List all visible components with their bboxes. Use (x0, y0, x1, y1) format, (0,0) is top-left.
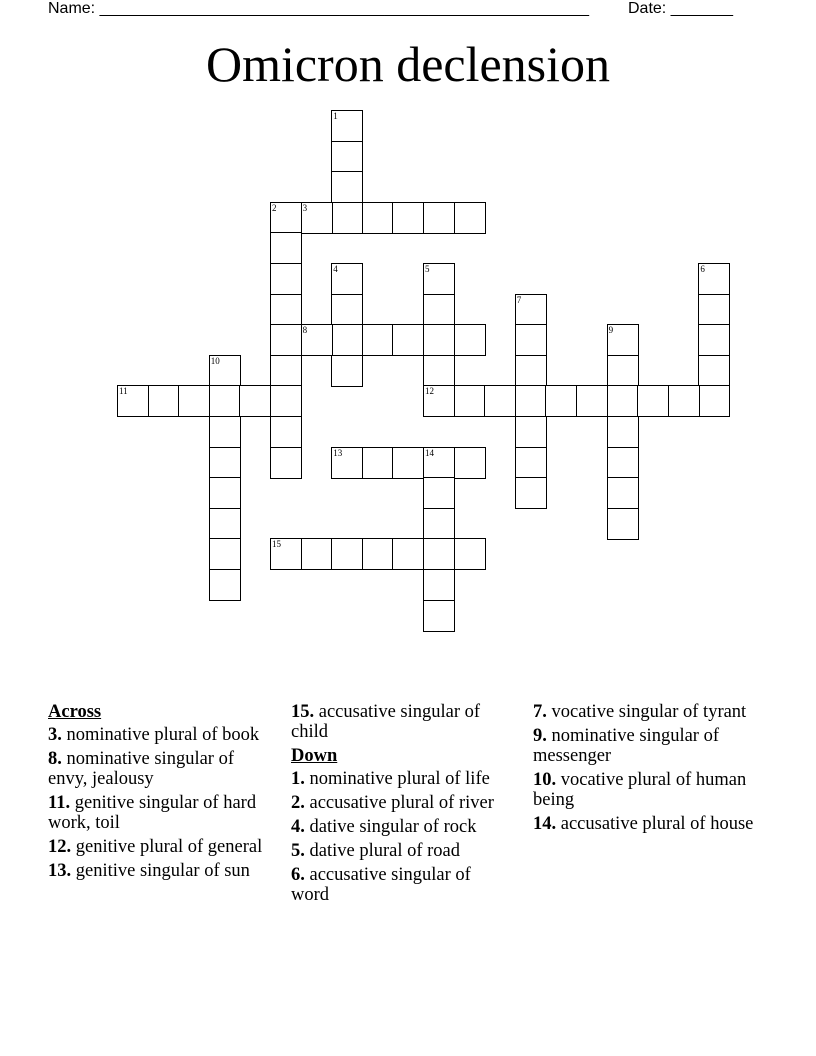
clue-number: 15. (291, 702, 315, 722)
grid-cell[interactable] (209, 416, 241, 448)
clue-number-label: 6 (700, 264, 705, 274)
clue-text: genitive singular of sun (75, 861, 250, 881)
clue-down-9 (533, 726, 755, 766)
clue-number-label: 7 (516, 294, 522, 305)
grid-cell[interactable] (117, 385, 149, 417)
clue-number: 5. (291, 841, 305, 861)
clue-number: 1. (291, 769, 305, 789)
grid-cell[interactable] (148, 385, 180, 417)
clue-text: nominative plural of life (309, 769, 490, 789)
clue-across-8 (48, 749, 270, 789)
clue-number-label: 15 (272, 539, 281, 550)
grid-cell[interactable] (209, 385, 241, 417)
grid-cell[interactable] (515, 477, 547, 509)
clue-number-label: 5 (425, 264, 430, 274)
clue-number-label: 2 (272, 202, 277, 213)
grid-cell[interactable] (209, 355, 241, 387)
grid-cell[interactable] (209, 477, 241, 509)
grid-cell[interactable] (392, 202, 424, 234)
grid-cell[interactable] (607, 447, 639, 479)
clue-text: vocative plural of human being (533, 770, 747, 810)
clue-number-label: 13 (333, 447, 343, 458)
clue-number: 4. (291, 817, 305, 837)
clue-down-7 (533, 702, 755, 722)
clue-text: nominative singular of messenger (533, 726, 719, 766)
grid-cell[interactable] (362, 202, 394, 234)
clue-across-13 (48, 861, 270, 881)
grid-cell[interactable] (423, 569, 455, 601)
grid-cell[interactable] (698, 294, 730, 326)
down-heading: Down (291, 746, 338, 766)
clue-number-label: 3 (302, 202, 308, 213)
grid-cell[interactable] (270, 202, 302, 234)
grid-cell[interactable] (423, 477, 455, 509)
clue-number: 8. (48, 749, 62, 769)
grid-cell[interactable] (392, 324, 424, 356)
grid-cell[interactable] (362, 538, 394, 570)
clue-down-5 (291, 841, 513, 861)
clue-down-6 (291, 865, 513, 905)
clue-number: 14. (533, 814, 557, 834)
clue-text: accusative plural of house (560, 814, 754, 834)
clue-text: accusative singular of word (291, 865, 471, 905)
page-title: Omicron declension (205, 36, 611, 92)
grid-cell[interactable] (331, 171, 363, 203)
grid-cell[interactable] (270, 232, 302, 264)
clue-text: nominative singular of envy, jealousy (48, 749, 234, 789)
clue-number-label: 1 (333, 111, 338, 121)
grid-cell[interactable] (698, 263, 730, 295)
grid-cell[interactable] (515, 385, 547, 417)
grid-cell[interactable] (423, 294, 455, 326)
clue-number: 10. (533, 770, 557, 790)
grid-cell[interactable] (607, 324, 639, 356)
clue-number: 2. (291, 793, 305, 813)
grid-cell[interactable] (515, 294, 547, 326)
clue-text: dative singular of rock (309, 817, 477, 837)
clue-number: 13. (48, 861, 72, 881)
grid-cell[interactable] (607, 508, 639, 540)
grid-cell[interactable] (301, 324, 333, 356)
grid-cell[interactable] (423, 263, 455, 295)
grid-cell[interactable] (607, 416, 639, 448)
grid-cell[interactable] (698, 355, 730, 387)
grid-cell[interactable] (423, 202, 455, 234)
grid-cell[interactable] (454, 202, 486, 234)
grid-cell[interactable] (331, 141, 363, 173)
clue-number: 9. (533, 726, 547, 746)
clue-down-4 (291, 817, 513, 837)
clue-text: accusative singular of child (291, 702, 481, 742)
grid-cell[interactable] (484, 385, 516, 417)
grid-cell[interactable] (270, 324, 302, 356)
clue-down-2 (291, 793, 513, 813)
grid-cell[interactable] (423, 538, 455, 570)
grid-cell[interactable] (698, 324, 730, 356)
grid-cell[interactable] (423, 324, 455, 356)
grid-cell[interactable] (515, 355, 547, 387)
clue-number: 7. (533, 702, 547, 722)
grid-cell[interactable] (331, 202, 363, 234)
clue-down-10 (533, 770, 755, 810)
grid-cell[interactable] (301, 538, 333, 570)
grid-cell[interactable] (301, 202, 333, 234)
grid-cell[interactable] (270, 538, 302, 570)
grid-cell[interactable] (392, 538, 424, 570)
grid-cell[interactable] (607, 385, 639, 417)
clue-down-1 (291, 769, 513, 789)
clue-across-12 (48, 837, 270, 857)
grid-cell[interactable] (392, 447, 424, 479)
grid-cell[interactable] (331, 355, 363, 387)
grid-cell[interactable] (331, 324, 363, 356)
grid-cell[interactable] (515, 416, 547, 448)
clue-number: 12. (48, 837, 72, 857)
grid-cell[interactable] (637, 385, 669, 417)
name-field-label: Name: _______________________________________________________ (48, 0, 589, 17)
clues-column-1 (48, 702, 270, 885)
grid-cell[interactable] (331, 110, 363, 142)
clue-number-label: 14 (425, 447, 434, 458)
grid-cell[interactable] (209, 569, 241, 601)
clue-text: nominative plural of book (66, 725, 260, 745)
grid-cell[interactable] (362, 324, 394, 356)
grid-cell[interactable] (454, 538, 486, 570)
grid-cell[interactable] (423, 447, 455, 479)
clue-text: genitive plural of general (75, 837, 263, 857)
grid-cell[interactable] (545, 385, 577, 417)
clue-number: 11. (48, 793, 71, 813)
clue-number: 3. (48, 725, 62, 745)
grid-cell[interactable] (331, 263, 363, 295)
grid-cell[interactable] (607, 355, 639, 387)
grid-cell[interactable] (178, 385, 210, 417)
grid-cell[interactable] (209, 538, 241, 570)
clue-across-15 (291, 702, 513, 742)
clue-text: vocative singular of tyrant (551, 702, 747, 722)
grid-cell[interactable] (698, 385, 730, 417)
clue-number-label: 10 (210, 355, 220, 366)
grid-cell[interactable] (270, 416, 302, 448)
grid-cell[interactable] (209, 508, 241, 540)
grid-cell[interactable] (331, 294, 363, 326)
grid-cell[interactable] (454, 385, 486, 417)
clue-number-label: 9 (608, 325, 614, 336)
grid-cell[interactable] (270, 385, 302, 417)
across-heading: Across (48, 702, 102, 722)
grid-cell[interactable] (423, 355, 455, 387)
grid-cell[interactable] (331, 447, 363, 479)
date-field-label: Date: _______ (628, 0, 733, 17)
grid-cell[interactable] (423, 600, 455, 632)
clue-number-label: 11 (119, 386, 128, 397)
grid-cell[interactable] (576, 385, 608, 417)
grid-cell[interactable] (270, 355, 302, 387)
grid-cell[interactable] (423, 508, 455, 540)
grid-cell[interactable] (209, 447, 241, 479)
grid-cell[interactable] (331, 538, 363, 570)
grid-cell[interactable] (270, 294, 302, 326)
grid-cell[interactable] (270, 263, 302, 295)
clue-number-label: 8 (302, 325, 308, 336)
clues-column-2 (291, 702, 513, 909)
clue-number-label: 4 (333, 264, 338, 274)
grid-cell[interactable] (270, 447, 302, 479)
grid-cell[interactable] (515, 324, 547, 356)
clue-text: accusative plural of river (309, 793, 494, 813)
grid-cell[interactable] (454, 324, 486, 356)
clue-number-label: 12 (425, 386, 434, 397)
grid-cell[interactable] (362, 447, 394, 479)
clue-number: 6. (291, 865, 305, 885)
clues-column-3 (533, 702, 755, 838)
clue-text: dative plural of road (309, 841, 461, 861)
grid-cell[interactable] (607, 477, 639, 509)
clue-text: genitive singular of hard work, toil (48, 793, 257, 833)
clue-across-11 (48, 793, 270, 833)
grid-cell[interactable] (515, 447, 547, 479)
clue-down-14 (533, 814, 755, 834)
grid-cell[interactable] (239, 385, 271, 417)
grid-cell[interactable] (454, 447, 486, 479)
clue-across-3 (48, 725, 270, 745)
grid-cell[interactable] (668, 385, 700, 417)
grid-cell[interactable] (423, 385, 455, 417)
